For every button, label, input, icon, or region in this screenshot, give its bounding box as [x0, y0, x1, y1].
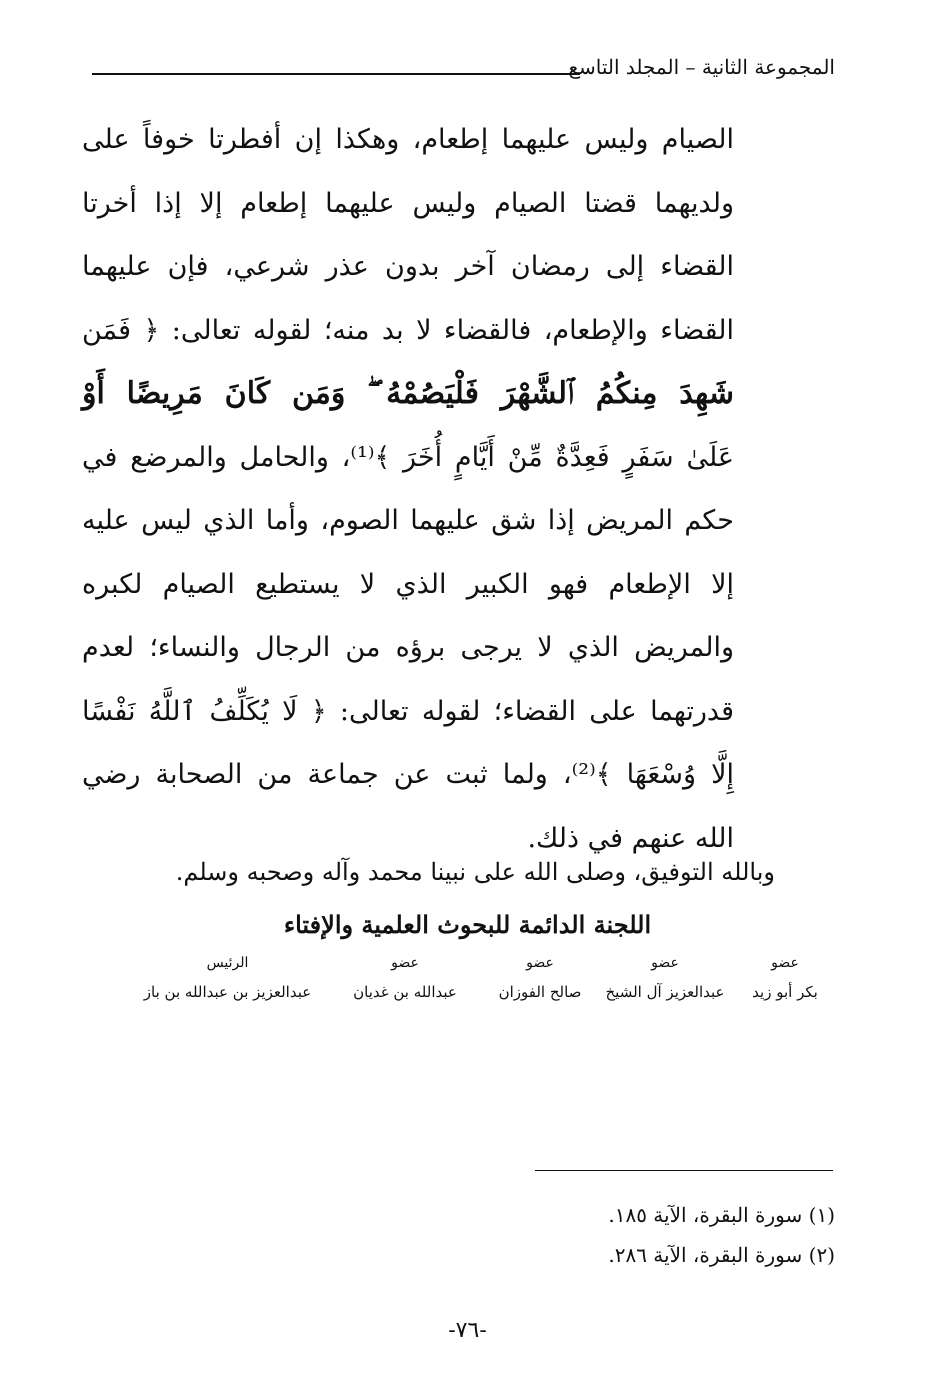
signatory-name: عبدالعزيز بن عبدالله بن باز: [143, 983, 312, 1001]
signatories-block: [135, 955, 830, 1025]
signatory-role: الرئيس: [206, 955, 249, 971]
body-line: القضاء إلى رمضان آخر بدون عذر شرعي، فإن عليهما: [82, 251, 734, 282]
header-rule: [92, 73, 580, 75]
signatory-name: بكر أبو زيد: [752, 983, 818, 1001]
committee-title: اللجنة الدائمة للبحوث العلمية والإفتاء: [283, 910, 652, 939]
signatory-role: عضو: [391, 955, 419, 971]
body-line: ولديهما قضتا الصيام وليس عليهما إطعام إلا إذا أخرتا: [82, 187, 734, 219]
running-header-title: المجموعة الثانية – المجلد التاسع: [568, 55, 835, 79]
quran-verse-line: شَهِدَ مِنكُمُ ٱلشَّهْرَ فَلْيَصُمْهُ ۖ وَمَن كَانَ مَرِيضًا أَوْ: [82, 376, 734, 411]
signatory: [135, 955, 320, 1001]
signatory-role: عضو: [771, 955, 799, 971]
body-line: حكم المريض إذا شق عليهما الصوم، وأما الذي ليس عليه: [82, 505, 734, 536]
body-line: إلا الإطعام فهو الكبير الذي لا يستطيع الصيام لكبره: [82, 568, 734, 600]
signatory: [485, 955, 595, 1001]
signatory-name: عبدالله بن غديان: [353, 983, 457, 1001]
footnote: (٢) سورة البقرة، الآية ٢٨٦.: [608, 1243, 835, 1267]
footnote-rule: [535, 1170, 833, 1171]
signatory: [740, 955, 830, 1001]
signatory: [345, 955, 465, 1001]
signatory-name: عبدالعزيز آل الشيخ: [605, 983, 725, 1001]
footnote: (١) سورة البقرة، الآية ١٨٥.: [608, 1203, 835, 1227]
body-line: إِلَّا وُسْعَهَا ﴾⁽²⁾، ولما ثبت عن جماعة من الصحابة رضي: [82, 759, 734, 790]
footnotes: [608, 1195, 835, 1275]
closing-invocation: وبالله التوفيق، وصلى الله على نبينا محمد وآله وصحبه وسلم.: [175, 858, 775, 886]
body-line: عَلَىٰ سَفَرٍ فَعِدَّةٌ مِّنْ أَيَّامٍ أُخَرَ ﴾⁽¹⁾، والحامل والمرضع في: [82, 441, 734, 473]
signatory-role: عضو: [651, 955, 679, 971]
fatwa-body: [82, 108, 734, 870]
signatory-role: عضو: [526, 955, 554, 971]
signatory: [595, 955, 735, 1001]
body-line: الله عنهم في ذلك.: [527, 822, 734, 854]
page-number: -٧٦-: [448, 1318, 487, 1343]
body-line: الصيام وليس عليهما إطعام، وهكذا إن أفطرتا خوفاً على: [82, 124, 734, 155]
body-line: القضاء والإطعام، فالقضاء لا بد منه؛ لقوله تعالى: ﴿ فَمَن: [82, 314, 735, 346]
body-line: والمريض الذي لا يرجى برؤه من الرجال والنساء؛ لعدم: [82, 632, 734, 663]
body-line: قدرتهما على القضاء؛ لقوله تعالى: ﴿ لَا يُكَلِّفُ ٱللَّهُ نَفْسًا: [82, 695, 734, 727]
signatory-name: صالح الفوزان: [498, 983, 582, 1001]
